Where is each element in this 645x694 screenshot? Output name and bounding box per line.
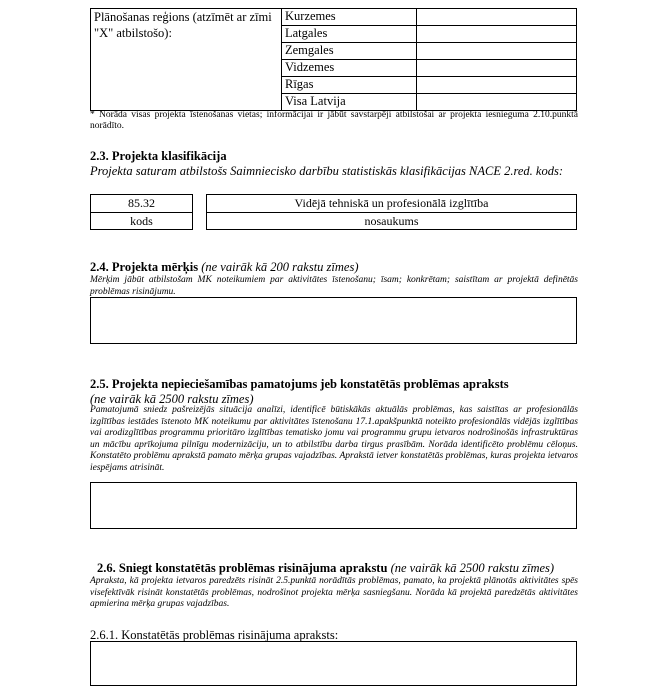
- region-name: Zemgales: [282, 43, 417, 60]
- section-2-6-1-label: 2.6.1. Konstatētās problēmas risinājuma apraksts:: [90, 628, 339, 642]
- region-mark-cell[interactable]: [417, 26, 577, 43]
- nace-name-field[interactable]: Vidējā tehniskā un profesionālā izglītība: [206, 194, 577, 213]
- region-name: Visa Latvija: [282, 94, 417, 111]
- section-2-3-title: 2.3. Projekta klasifikācija: [90, 149, 227, 163]
- section-2-4-title: 2.4. Projekta mērķis: [90, 260, 199, 274]
- section-2-6-title: 2.6. Sniegt konstatētās problēmas risinājuma aprakstu: [97, 561, 388, 575]
- region-mark-cell[interactable]: [417, 60, 577, 77]
- region-mark-cell[interactable]: [417, 43, 577, 60]
- table-row: [91, 9, 577, 26]
- section-2-4-heading: [90, 260, 358, 275]
- section-2-3-subtitle: Projekta saturam atbilstošs Saimniecisko darbību statistiskās klasifikācijas NACE 2.red. kods:: [90, 164, 564, 178]
- region-mark-cell[interactable]: [417, 94, 577, 111]
- solution-description-textbox[interactable]: [90, 641, 577, 686]
- region-mark-cell[interactable]: [417, 9, 577, 26]
- problem-description-textbox[interactable]: [90, 482, 577, 529]
- section-2-5-description: Pamatojumā sniedz pašreizējās situācija analīzi, identificē būtiskākās aktuālās problēmas, kas saistītas ar profesionālās izglītības iestādes īstenoto MK noteikumu par aktivitātes īstenošanu 17.1.apakšpunktā noteikto profesionālās vidējās izglītības vai arodizglītības programmu prioritāro izglītības tematisko jomu vai programmu grupu ietvaros nodrošinošās infrastruktūras un mācību aprīkojuma pilnīgu modernizāciju, un to atbilstību darba tirgus prasībām. Norāda identificēto problēmu cēloņus. Konstatēto problēmu aprakstā pamato mērķa grupas vajadzības. Aprakstā ietver konstatētās problēmas, kuras projekta ietvaros iespējams atrisināt.: [90, 405, 578, 473]
- section-2-6-description: Apraksta, kā projekta ietvaros paredzēts risināt 2.5.punktā norādītās problēmas, pamato, ka projektā plānotās aktivitātes spēs visefektīvāk risināt konstatētās problēmas, nodrošinot projekta mērķa sasniegšanu. Norāda kā projektā paredzētās aktivitātes apmierina mērķa grupas vajadzības.: [90, 576, 578, 609]
- nace-code-field[interactable]: 85.32: [90, 194, 193, 213]
- region-mark-cell[interactable]: [417, 77, 577, 94]
- region-name: Rīgas: [282, 77, 417, 94]
- section-2-4-limit: (ne vairāk kā 200 rakstu zīmes): [201, 260, 359, 274]
- nace-name-label: nosaukums: [206, 212, 577, 230]
- section-2-6-limit: (ne vairāk kā 2500 rakstu zīmes): [390, 561, 555, 575]
- section-2-6-heading: [97, 561, 554, 576]
- region-label: Plānošanas reģions (atzīmēt ar zīmi "X" atbilstošo):: [91, 9, 282, 111]
- section-2-5-limit: (ne vairāk kā 2500 rakstu zīmes): [90, 392, 254, 406]
- nace-code-label: kods: [90, 212, 193, 230]
- section-2-5-title: 2.5. Projekta nepieciešamības pamatojums jeb konstatētās problēmas apraksts: [90, 377, 509, 391]
- region-name: Kurzemes: [282, 9, 417, 26]
- project-goal-textbox[interactable]: [90, 297, 577, 344]
- region-table: [90, 8, 577, 111]
- section-2-4-description: Mērķim jābūt atbilstošam MK noteikumiem par aktivitātes īstenošanu; īsam; konkrētam; saistītam ar projektā definētās problēmas risinājumu.: [90, 275, 578, 297]
- region-note: * Norāda visas projekta īstenošanas vietas; informācijai ir jābūt savstarpēji atbilstošai ar projekta iesnieguma 2.10.punktā norādīto.: [90, 110, 578, 131]
- region-name: Latgales: [282, 26, 417, 43]
- region-name: Vidzemes: [282, 60, 417, 77]
